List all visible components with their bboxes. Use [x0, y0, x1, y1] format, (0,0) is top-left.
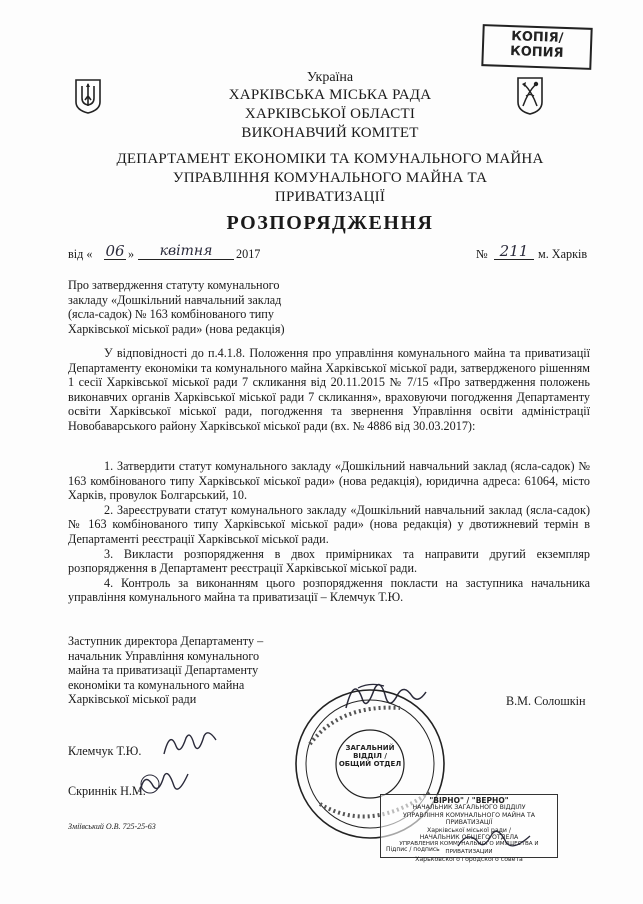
round-seal-line2: ВІДДІЛ / [353, 752, 387, 760]
approval-klemchuk: Клемчук Т.Ю. [68, 744, 142, 758]
executor-line: Зміївський О.В. 725-25-63 [68, 822, 156, 831]
round-seal-line1: ЗАГАЛЬНИЙ [345, 744, 395, 752]
signatory-title-line: начальник Управління комунального [68, 648, 260, 663]
copy-stamp-line1: КОПІЯ/ [511, 29, 564, 46]
trident-coat-of-arms-icon [74, 78, 102, 114]
date-prefix: від « [68, 247, 93, 261]
cert-line6: УПРАВЛЕНИЯ КОММУНАЛЬНОГО ИМУЩЕСТВА И ПРИВАТИЗАЦИИ [399, 841, 539, 855]
council-line2: ХАРКІВСЬКОЇ ОБЛАСТІ [244, 106, 416, 122]
date-mid: » [128, 247, 135, 261]
subject-block [68, 278, 328, 336]
document-number: 211 [494, 244, 534, 260]
date-year: 2017 [236, 247, 261, 261]
item-4: 4. Контроль за виконанням цього розпорядження покласти на заступника начальника управління комунального майна та приватизації – Клемчук Т.Ю. [68, 575, 590, 605]
round-seal-line3: ОБЩИЙ ОТДЕЛ [338, 760, 402, 768]
copy-stamp [481, 24, 592, 70]
preamble-paragraph: У відповідності до п.4.1.8. Положення про управління комунального майна та приватизації Департаменту економіки та комунального майна Харківської міської ради, затвердженого рішенням 1 сесії Харківської міської ради 7 скликання від 20.11.2015 № 7/15 «Про затвердження положень виконавчих органів Харківської міської ради 7 скликання», враховуючи погодження Департаменту освіти Харківської міської ради, погодження та звернення Управління освіти адміністрації Новобаварського району Харківської міської ради (вх. № 4886 від 30.03.2017): [68, 346, 590, 433]
document-title: РОЗПОРЯДЖЕННЯ [226, 212, 434, 234]
subject-line: (ясла-садок) № 163 комбінованого типу [68, 307, 274, 322]
country-label: Україна [306, 70, 354, 85]
cert-line3: УПРАВЛІННЯ КОМУНАЛЬНОГО МАЙНА ТА ПРИВАТИЗАЦІЇ [402, 811, 536, 827]
items-list [68, 459, 590, 605]
item-3: 3. Викласти розпорядження в двох примірниках та направити другий екземпляр розпорядження в Департамент реєстрації Харківської міської ради. [68, 546, 590, 576]
signatory-name: В.М. Солошкін [506, 694, 586, 708]
department-line3: ПРИВАТИЗАЦІЇ [274, 189, 386, 205]
subject-line: закладу «Дошкільний навчальний заклад [68, 292, 282, 307]
subject-line: Харківської міської ради» (нова редакція) [68, 321, 285, 336]
cert-line2: НАЧАЛЬНИК ЗАГАЛЬНОГО ВІДДІЛУ [412, 804, 526, 812]
signatory-title [68, 634, 308, 707]
klemchuk-signature [160, 726, 220, 762]
place: м. Харків [538, 247, 588, 261]
item-1: 1. Затвердити статут комунального закладу «Дошкільний навчальний заклад (ясла-садок) № 163 комбінованого типу Харківської міської ради» (нова редакція), юридична адреса: 61064, місто Харків, провулок Болгарський, 10. [68, 459, 590, 503]
department-line1: ДЕПАРТАМЕНТ ЕКОНОМІКИ ТА КОМУНАЛЬНОГО МАЙНА [116, 151, 544, 167]
approval-skrynnik: Скриннік Н.М. [68, 784, 146, 798]
signatory-title-line: майна та приватизації Департаменту [68, 663, 259, 678]
kharkiv-coat-of-arms-icon [516, 76, 544, 116]
date-month: квітня [138, 244, 234, 260]
cert-signature-label: Підпис / подпись [386, 846, 440, 853]
subject-line: Про затвердження статуту комунального [68, 278, 280, 292]
council-line3: ВИКОНАВЧИЙ КОМІТЕТ [241, 125, 419, 141]
date-day: 06 [105, 242, 125, 260]
signatory-title-line: Заступник директора Департаменту – [68, 634, 264, 648]
copy-stamp-line2: КОПИЯ [509, 44, 564, 61]
signatory-title-line: Харківської міської ради [68, 692, 197, 707]
cert-signature [454, 826, 534, 854]
cert-line1: "ВІРНО" / "ВЕРНО" [429, 796, 509, 805]
department-line2: УПРАВЛІННЯ КОМУНАЛЬНОГО МАЙНА ТА [172, 170, 488, 186]
council-line1: ХАРКІВСЬКА МІСЬКА РАДА [228, 87, 432, 103]
item-2: 2. Зареєструвати статут комунального закладу «Дошкільний навчальний заклад (ясла-садок) № 163 комбінованого типу Харківської міської ради» (нова редакція) у двотижневий термін в Департаменті реєстрації Харківської міської ради. [68, 502, 590, 546]
cert-line5: НАЧАЛЬНИК ОБЩЕГО ОТДЕЛА [419, 834, 519, 842]
skrynnik-signature [136, 766, 192, 802]
date-line [68, 244, 608, 264]
signatory-title-line: економіки та комунального майна [68, 677, 245, 692]
cert-line4: Харківської міської ради / [426, 826, 512, 834]
cert-line7: Харьковского городского совета [415, 856, 523, 864]
number-prefix: № [476, 247, 488, 261]
